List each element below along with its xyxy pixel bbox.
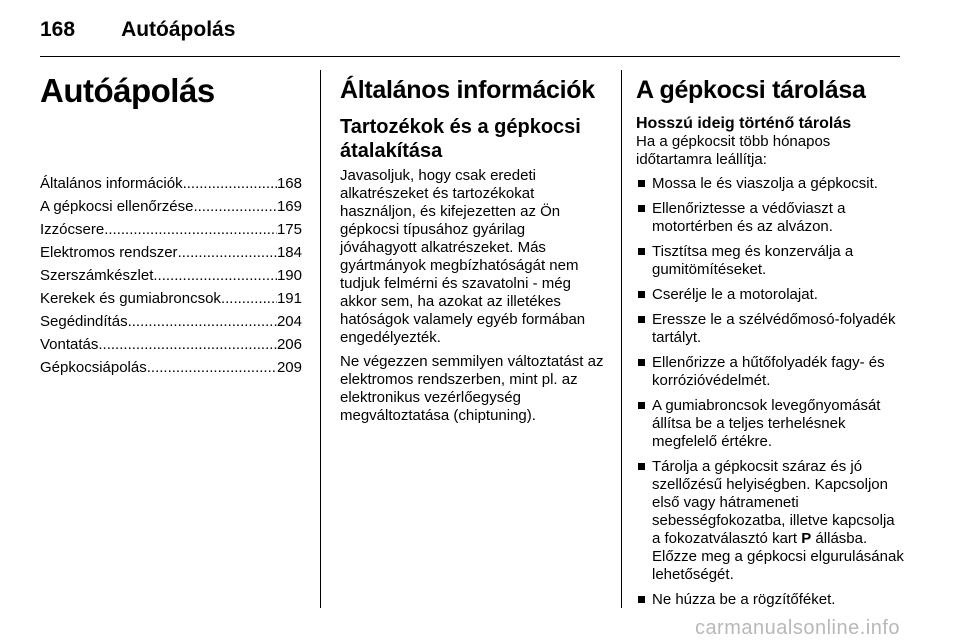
toc-entry: [40, 241, 302, 264]
list-item: Mossa le és viaszolja a gépkocsit.: [636, 175, 906, 193]
storage-bullet-list: [636, 175, 906, 609]
paragraph-accessories: Javasoljuk, hogy csak eredeti alkatrészeket és tartozékokat használjon, és kifejezetten az Ön gépkocsi típusához gyárilag jóváhagyott alkatrészeket. Más gyártmányok megbízhatóságát nem tudjuk felmérni és szavatolni - még akkor sem, ha azokat az illetékes hatóságok valamely egyéb formában engedélyezték.: [340, 167, 586, 346]
subheading-long-storage: Hosszú ideig történő tárolás: [636, 115, 852, 132]
toc-leader-dots: [128, 310, 277, 333]
toc-leader-dots: [178, 241, 277, 264]
list-item: [636, 458, 906, 584]
column-divider-1: [320, 70, 321, 608]
list-item: Tisztítsa meg és konzerválja a gumitömítéseket.: [636, 243, 906, 279]
toc-entry-title: Kerekek és gumiabroncsok: [40, 290, 221, 307]
section-heading-general-info: Általános információk: [340, 76, 595, 104]
column-general-info: [340, 68, 605, 431]
toc-entry-page: 204: [276, 313, 302, 330]
chapter-title: Autóápolás: [40, 72, 215, 109]
toc-entry-title: Gépkocsiápolás: [40, 359, 147, 376]
table-of-contents: [40, 172, 302, 379]
list-item: Eressze le a szélvédőmosó-folyadék tartályt.: [636, 311, 906, 347]
page-header: [40, 18, 235, 42]
toc-entry-page: 209: [276, 359, 302, 376]
toc-entry-page: 169: [276, 198, 302, 215]
toc-entry-page: 168: [276, 175, 302, 192]
storage-text-part1: Tárolja a gépkocsit száraz és jó szellőzésű helyiségben. Kapcsoljon első vagy hátrameneti sebességfokozatba, illetve kapcsolja a fokozatválasztó kart: [652, 458, 895, 547]
toc-entry-page: 184: [276, 244, 302, 261]
toc-entry-title: A gépkocsi ellenőrzése: [40, 198, 194, 215]
column-divider-2: [621, 70, 622, 608]
toc-leader-dots: [98, 333, 277, 356]
toc-entry-title: Izzócsere: [40, 221, 105, 238]
storage-text-part2: állásba. Előzze meg a gépkocsi elgurulásának lehetőségét.: [652, 530, 904, 583]
toc-entry: [40, 356, 302, 379]
toc-entry-page: 190: [276, 267, 302, 284]
toc-entry: [40, 264, 302, 287]
toc-entry-title: Szerszámkészlet: [40, 267, 154, 284]
toc-entry-title: Vontatás: [40, 336, 99, 353]
paragraph-storage-intro: Ha a gépkocsit több hónapos időtartamra leállítja:: [636, 133, 831, 168]
toc-leader-dots: [147, 356, 277, 379]
toc-entry: [40, 195, 302, 218]
toc-entry-title: Általános információk: [40, 175, 183, 192]
toc-entry-title: Elektromos rendszer: [40, 244, 178, 261]
list-item: Ellenőriztesse a védőviaszt a motortérben és az alvázon.: [636, 200, 906, 236]
toc-leader-dots: [221, 287, 277, 310]
toc-entry: [40, 172, 302, 195]
toc-entry: [40, 218, 302, 241]
list-item: Cserélje le a motorolajat.: [636, 286, 906, 304]
toc-leader-dots: [193, 195, 277, 218]
subheading-accessories: Tartozékok és a gépkocsi átalakítása: [340, 116, 581, 162]
page-number: 168: [40, 18, 76, 41]
header-rule: [40, 56, 900, 57]
column-storage: [636, 68, 906, 616]
list-item: A gumiabroncsok levegőnyomását állítsa be a teljes terhelésnek megfelelő értékre.: [636, 397, 906, 451]
toc-entry: [40, 333, 302, 356]
paragraph-electrical: Ne végezzen semmilyen változtatást az elektromos rendszerben, mint pl. az elektronikus vezérlőegység megváltoztatása (chiptuning).: [340, 353, 604, 424]
toc-entry-title: Segédindítás: [40, 313, 128, 330]
column-toc: [40, 68, 302, 379]
watermark: carmanualsonline.info: [694, 617, 900, 639]
list-item: Ellenőrizze a hűtőfolyadék fagy- és korrózióvédelmét.: [636, 354, 906, 390]
toc-leader-dots: [153, 264, 277, 287]
toc-entry-page: 206: [276, 336, 302, 353]
toc-entry-page: 191: [276, 290, 302, 307]
section-heading-storage: A gépkocsi tárolása: [636, 76, 866, 104]
header-section-title: Autóápolás: [121, 18, 236, 41]
toc-leader-dots: [104, 218, 277, 241]
toc-entry: [40, 310, 302, 333]
toc-entry: [40, 287, 302, 310]
toc-entry-page: 175: [276, 221, 302, 238]
list-item: Ne húzza be a rögzítőféket.: [636, 591, 906, 609]
toc-leader-dots: [183, 172, 277, 195]
gear-position-p: P: [801, 530, 812, 547]
